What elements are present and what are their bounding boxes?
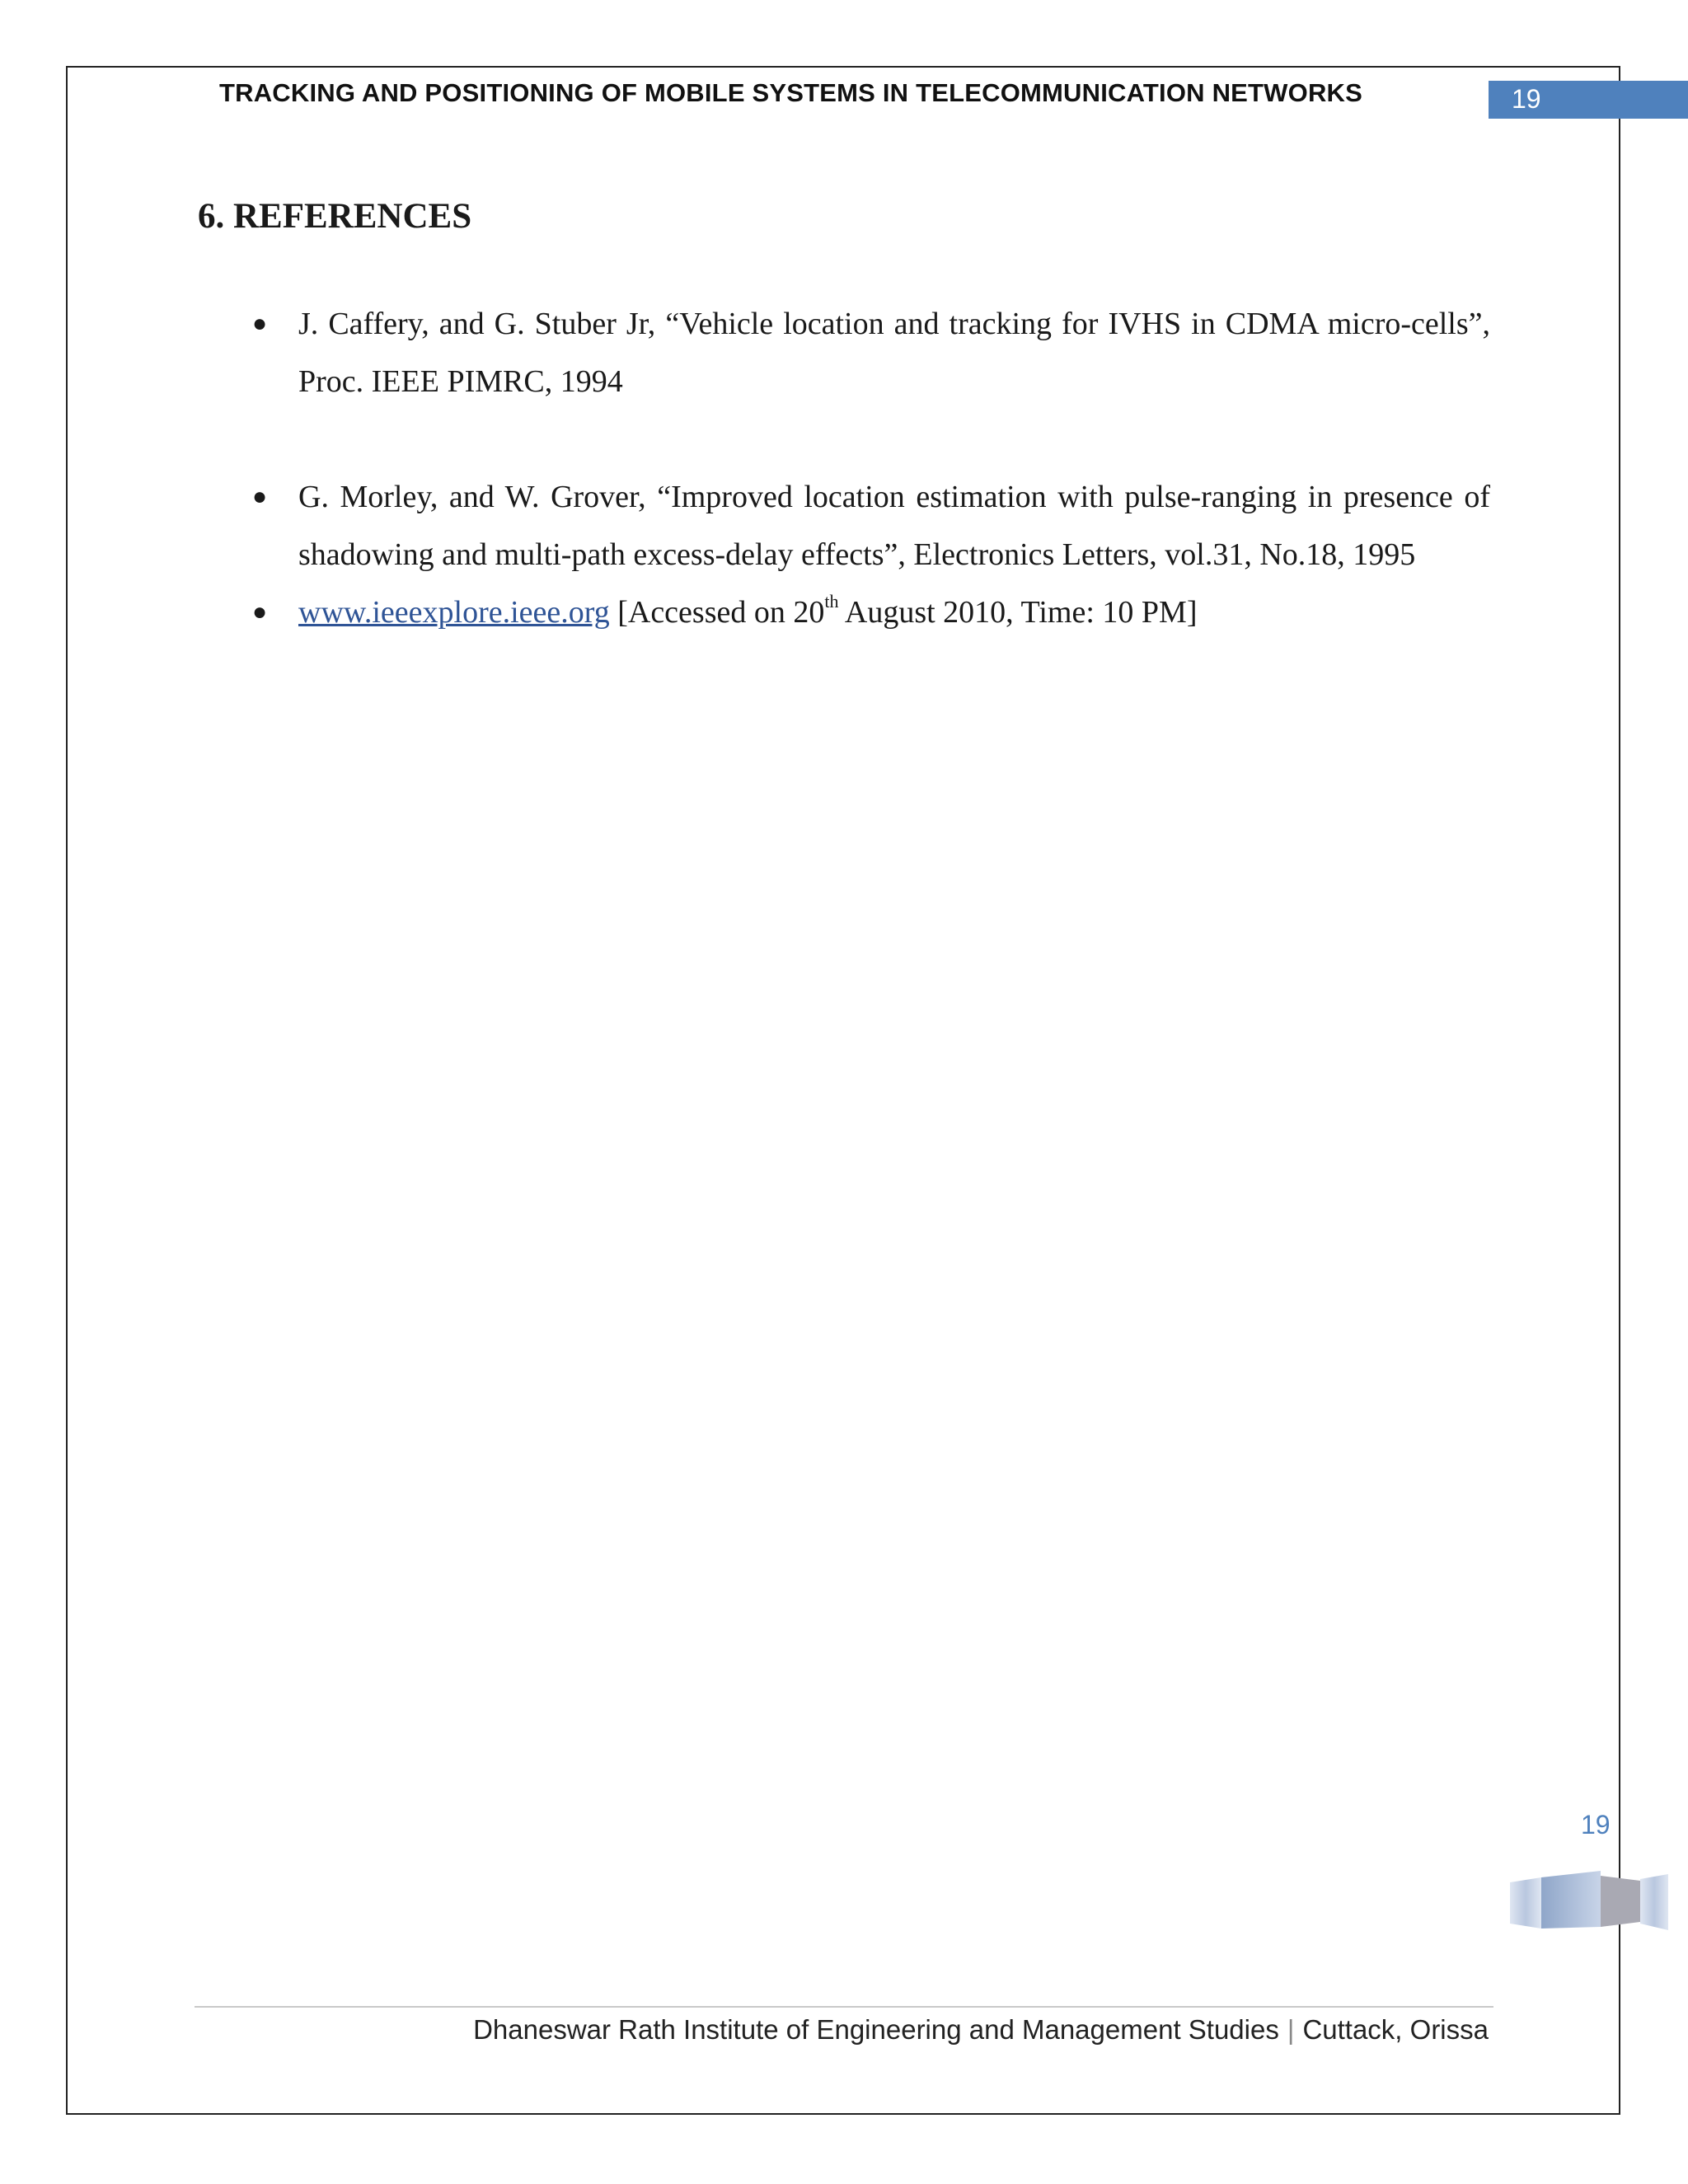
header-page-tab bbox=[1489, 81, 1688, 119]
footer bbox=[473, 2014, 1489, 2046]
reference-item bbox=[247, 295, 1490, 410]
side-page-number: 19 bbox=[1581, 1810, 1611, 1840]
header-page-number: 19 bbox=[1512, 84, 1541, 114]
footer-separator: | bbox=[1287, 2014, 1295, 2045]
section-heading: 6. REFERENCES bbox=[198, 197, 472, 236]
reference-spacer bbox=[247, 410, 1490, 468]
reference-item bbox=[247, 583, 1490, 641]
decorative-ribbon-icon bbox=[1508, 1871, 1670, 1933]
footer-rule bbox=[195, 2006, 1493, 2008]
header-title: TRACKING AND POSITIONING OF MOBILE SYSTEMS IN TELECOMMUNICATION NETWORKS bbox=[219, 78, 1362, 107]
reference-accessed-sup: th bbox=[824, 591, 839, 612]
footer-institute: Dhaneswar Rath Institute of Engineering and Management Studies bbox=[473, 2014, 1279, 2045]
reference-accessed-prefix: [Accessed on 20 bbox=[609, 595, 825, 630]
bullet-icon: ● bbox=[251, 598, 268, 626]
reference-item bbox=[247, 468, 1490, 583]
reference-list bbox=[247, 295, 1490, 641]
bullet-icon: ● bbox=[251, 483, 268, 510]
reference-text: J. Caffery, and G. Stuber Jr, “Vehicle location and tracking for IVHS in CDMA micro-cells”, Proc. IEEE PIMRC, 1994 bbox=[298, 307, 1490, 399]
bullet-icon: ● bbox=[251, 310, 268, 337]
reference-text: G. Morley, and W. Grover, “Improved location estimation with pulse-ranging in presence of shadowing and multi-path excess-delay effects”, Electronics Letters, vol.31, No.18, 1995 bbox=[298, 480, 1490, 572]
footer-location: Cuttack, Orissa bbox=[1302, 2014, 1489, 2045]
reference-link[interactable]: www.ieeexplore.ieee.org bbox=[298, 595, 610, 630]
reference-accessed-suffix: August 2010, Time: 10 PM] bbox=[838, 595, 1198, 630]
